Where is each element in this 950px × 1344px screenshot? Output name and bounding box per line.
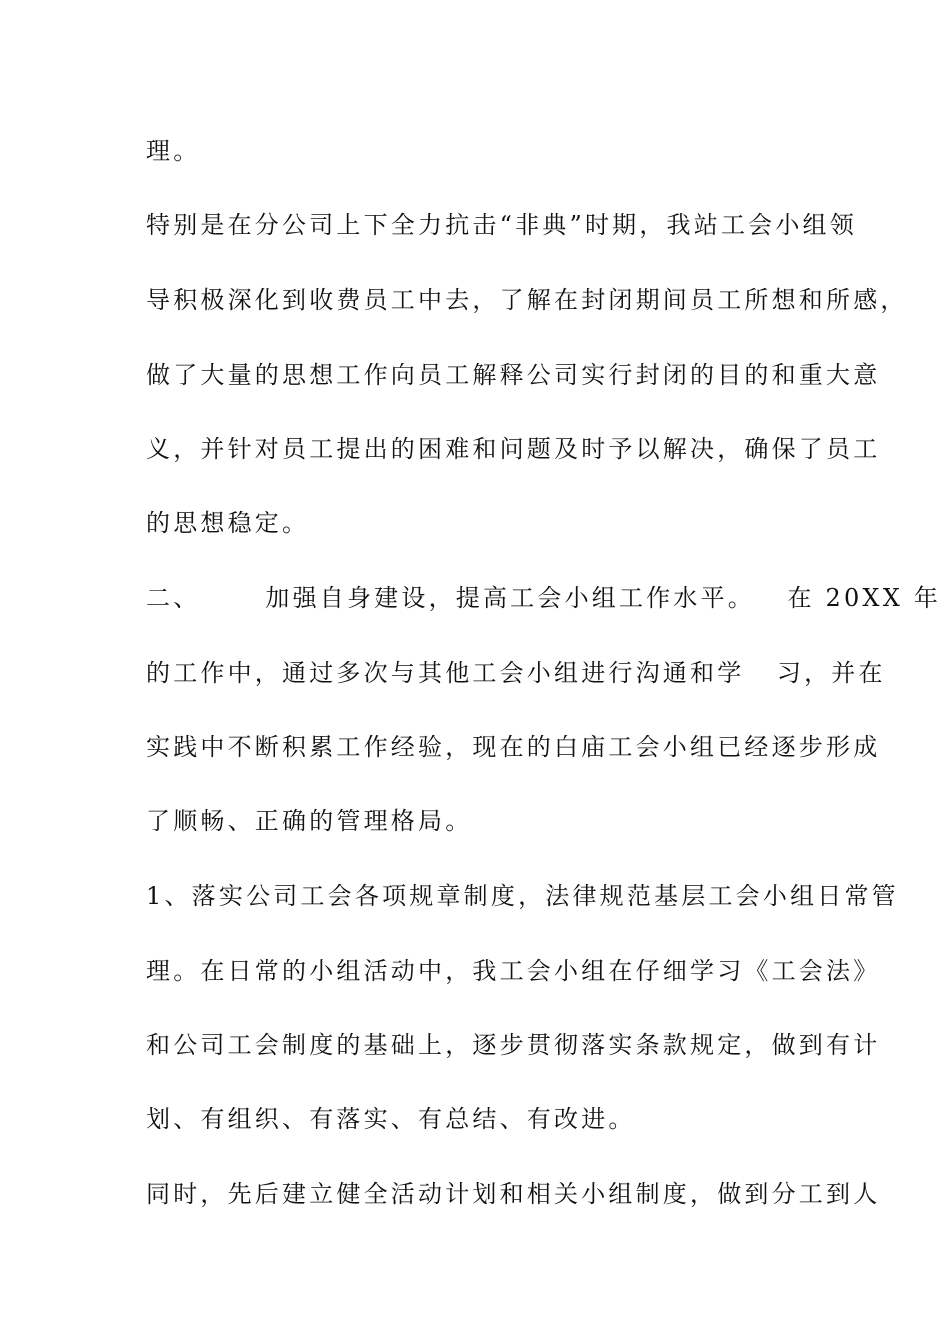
text-line: 导积极深化到收费员工中去，了解在封闭期间员工所想和所感，: [146, 286, 908, 314]
text-line: 义，并针对员工提出的困难和问题及时予以解决，确保了员工: [146, 435, 881, 463]
text-line: 的工作中，通过多次与其他工会小组进行沟通和学 习，并在: [146, 659, 886, 687]
text-line: 特别是在分公司上下全力抗击“非典”时期，我站工会小组领: [146, 211, 857, 239]
text-line: 了顺畅、正确的管理格局。: [146, 807, 473, 835]
text-line: 理。: [146, 137, 201, 165]
text-line: 划、有组织、有落实、有总结、有改进。: [146, 1105, 636, 1133]
text-line: 和公司工会制度的基础上，逐步贯彻落实条款规定，做到有计: [146, 1031, 881, 1059]
text-line: 二、 加强自身建设，提高工会小组工作水平。 在 20XX 年: [146, 584, 942, 612]
text-line: 同时，先后建立健全活动计划和相关小组制度，做到分工到人: [146, 1180, 881, 1208]
text-line: 做了大量的思想工作向员工解释公司实行封闭的目的和重大意: [146, 361, 881, 389]
text-line: 实践中不断积累工作经验，现在的白庙工会小组已经逐步形成: [146, 733, 881, 761]
text-line: 理。在日常的小组活动中，我工会小组在仔细学习《工会法》: [146, 957, 881, 985]
text-line: 的思想稳定。: [146, 509, 310, 537]
text-line: 1、落实公司工会各项规章制度，法律规范基层工会小组日常管: [146, 882, 899, 910]
